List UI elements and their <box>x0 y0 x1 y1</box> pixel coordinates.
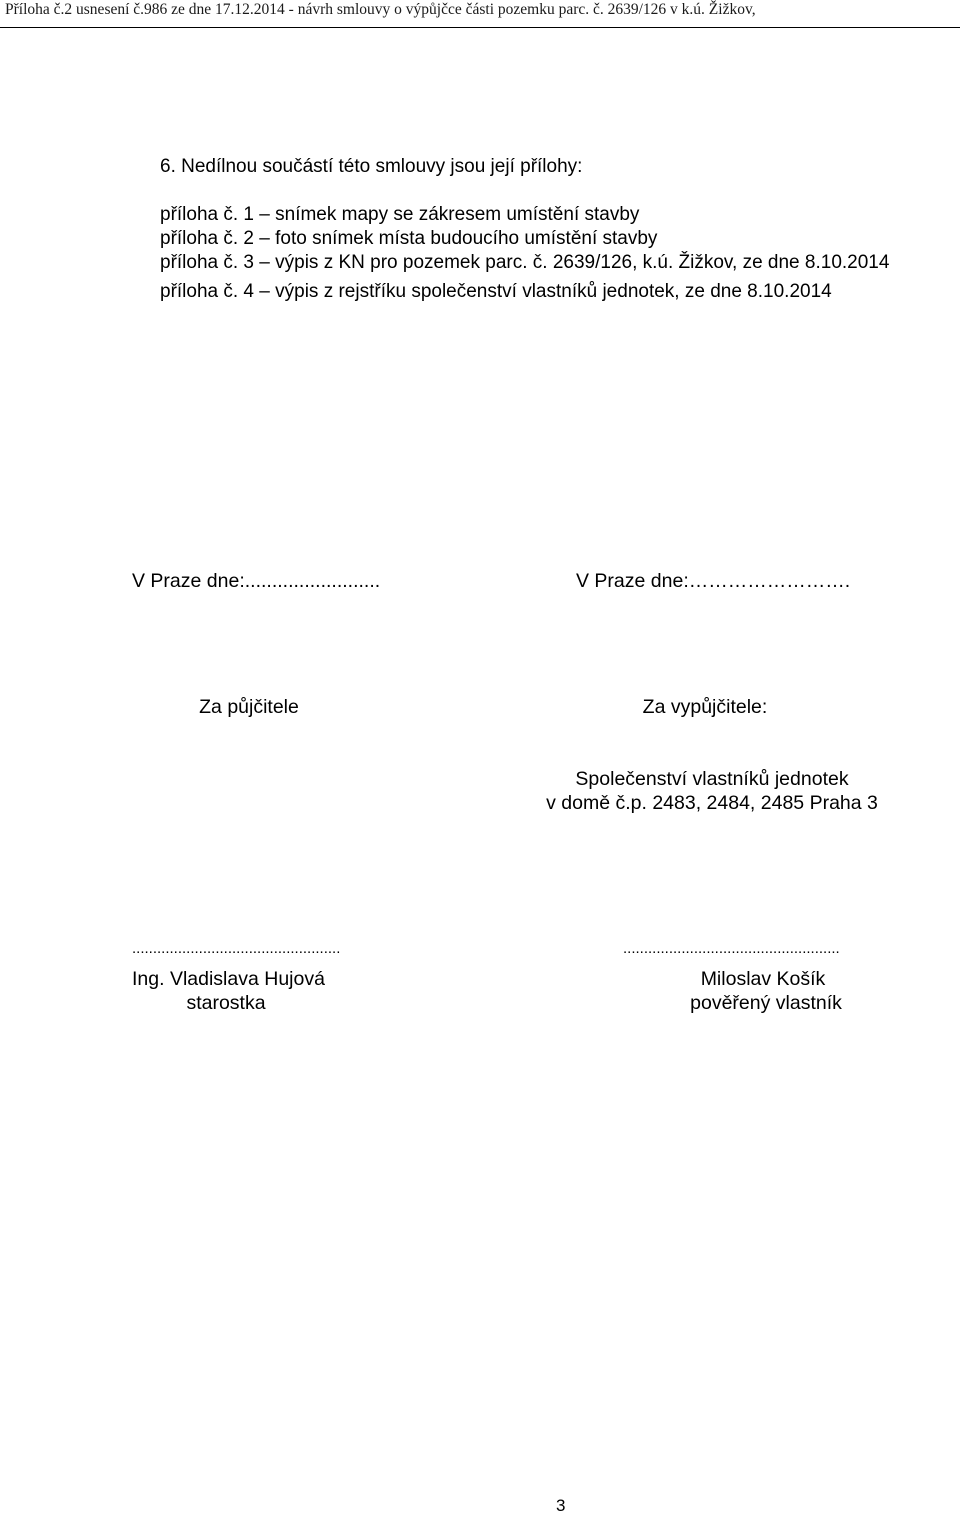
left-party-role: Za půjčitele <box>199 696 299 718</box>
left-signatory-title: starostka <box>186 992 266 1014</box>
right-signatory-title: pověřený vlastník <box>690 992 842 1014</box>
attachment-item-4: příloha č. 4 – výpis z rejstříku společenství vlastníků jednotek, ze dne 8.10.2014 <box>160 281 832 302</box>
right-party-role: Za vypůjčitele: <box>642 696 768 718</box>
attachment-item-2: příloha č. 2 – foto snímek místa budoucího umístění stavby <box>160 228 658 249</box>
header-rule <box>0 27 960 28</box>
right-signatory-name: Miloslav Košík <box>700 968 826 990</box>
right-signature-line: .................................................... <box>623 940 840 957</box>
left-signatory-name: Ing. Vladislava Hujová <box>132 968 325 990</box>
page-number: 3 <box>556 1496 566 1515</box>
attachment-item-3: příloha č. 3 – výpis z KN pro pozemek parc. č. 2639/126, k.ú. Žižkov, ze dne 8.10.2014 <box>160 252 890 273</box>
right-place-date: V Praze dne:……………………. <box>576 570 851 592</box>
right-org-line-2: v domě č.p. 2483, 2484, 2485 Praha 3 <box>546 792 878 814</box>
attachment-item-1: příloha č. 1 – snímek mapy se zákresem umístění stavby <box>160 204 640 225</box>
document-header: Příloha č.2 usnesení č.986 ze dne 17.12.2014 - návrh smlouvy o výpůjčce části pozemku parc. č. 2639/126 v k.ú. Žižkov, <box>5 1 756 18</box>
right-org-line-1: Společenství vlastníků jednotek <box>575 768 849 790</box>
section-title: 6. Nedílnou součástí této smlouvy jsou její přílohy: <box>160 156 583 177</box>
left-signature-line: .................................................. <box>132 940 341 957</box>
left-place-date: V Praze dne:......................... <box>132 570 381 592</box>
